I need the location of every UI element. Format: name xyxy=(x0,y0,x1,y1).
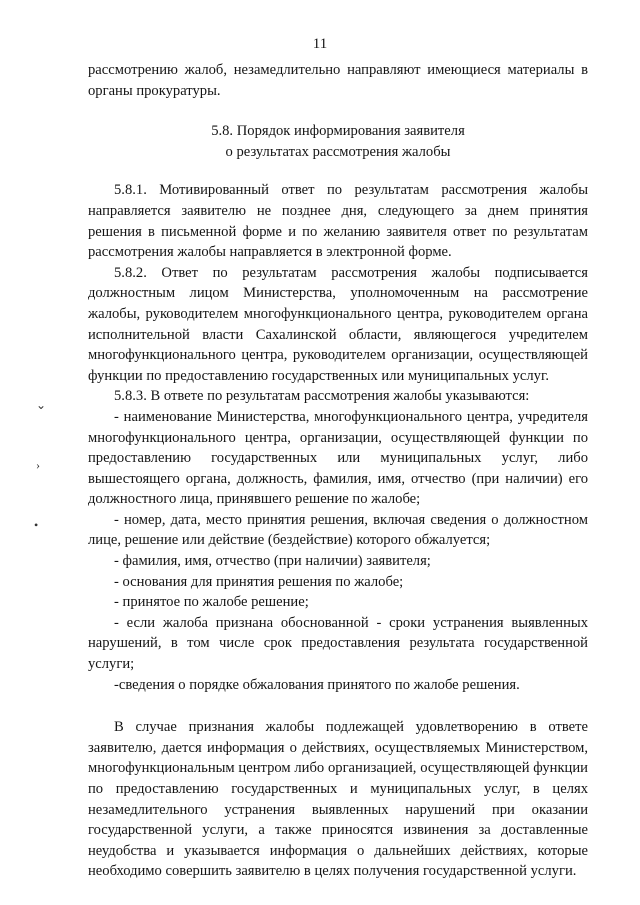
list-item: - номер, дата, место принятия решения, включая сведения о должностном лице, решение или действие (бездействие) которого обжалуется; xyxy=(88,511,588,549)
closing-paragraph: В случае признания жалобы подлежащей удовлетворению в ответе заявителю, дается информация о действиях, осуществляемых Министерством, многофункциональным центром либо организацией, осуществляющей функции по предоставлению государственных и муниципальных услуг, в целях незамедлительного устранения выявленных нарушений при оказании государственной услуги, а также приносятся извинения за доставленные неудобства и указывается информация о дальнейших действиях, которые необходимо совершить заявителю в целях получения государственной услуги. xyxy=(88,719,588,880)
list-item: - если жалоба признана обоснованной - сроки устранения выявленных нарушений, в том числе срок предоставления результата государственной услуги; xyxy=(88,614,588,673)
page-number: 11 xyxy=(312,36,328,52)
intro-paragraph: рассмотрению жалоб, незамедлительно направляют имеющиеся материалы в органы прокуратуры. xyxy=(88,62,588,99)
section-title xyxy=(88,121,588,162)
document-body xyxy=(88,60,588,882)
section-title-line2: о результатах рассмотрения жалобы xyxy=(225,143,451,160)
list-item: -сведения о порядке обжалования принятого по жалобе решения. xyxy=(114,676,520,693)
answer-contents-list xyxy=(88,407,588,695)
list-item: - фамилия, имя, отчество (при наличии) заявителя; xyxy=(114,553,431,570)
paragraph-5-8-3: 5.8.3. В ответе по результатам рассмотрения жалобы указываются: xyxy=(114,388,530,405)
scan-mark: › xyxy=(36,458,40,472)
scan-mark: ⌄ xyxy=(36,398,47,412)
list-item: - наименование Министерства, многофункционального центра, учредителя многофункционального центра, организации, осуществляющей функции по предоставлению государственных или муниципальных услуг, либо вышестоящего органа, должность, фамилия, имя, отчество (при наличии) его должностного лица, принявшего решение по жалобе; xyxy=(88,408,588,508)
paragraph-5-8-1: 5.8.1. Мотивированный ответ по результатам рассмотрения жалобы направляется заявителю не позднее дня, следующего за днем принятия решения в письменной форме и по желанию заявителя ответ по результатам рассмотрения жалобы направляется в электронной форме. xyxy=(88,182,588,261)
paragraph-5-8-2: 5.8.2. Ответ по результатам рассмотрения жалобы подписывается должностным лицом Министерства, уполномоченным на рассмотрение жалобы, руководителем многофункционального центра, руководителем органа исполнительной власти Сахалинской области, являющегося учредителем многофункционального центра, руководителем организации, осуществляющей функции по предоставлению государственных или муниципальных услуг. xyxy=(88,264,588,384)
section-title-line1: 5.8. Порядок информирования заявителя xyxy=(211,123,465,140)
list-item: - принятое по жалобе решение; xyxy=(114,594,309,611)
scan-mark: • xyxy=(34,518,39,532)
list-item: - основания для принятия решения по жалобе; xyxy=(114,573,404,590)
